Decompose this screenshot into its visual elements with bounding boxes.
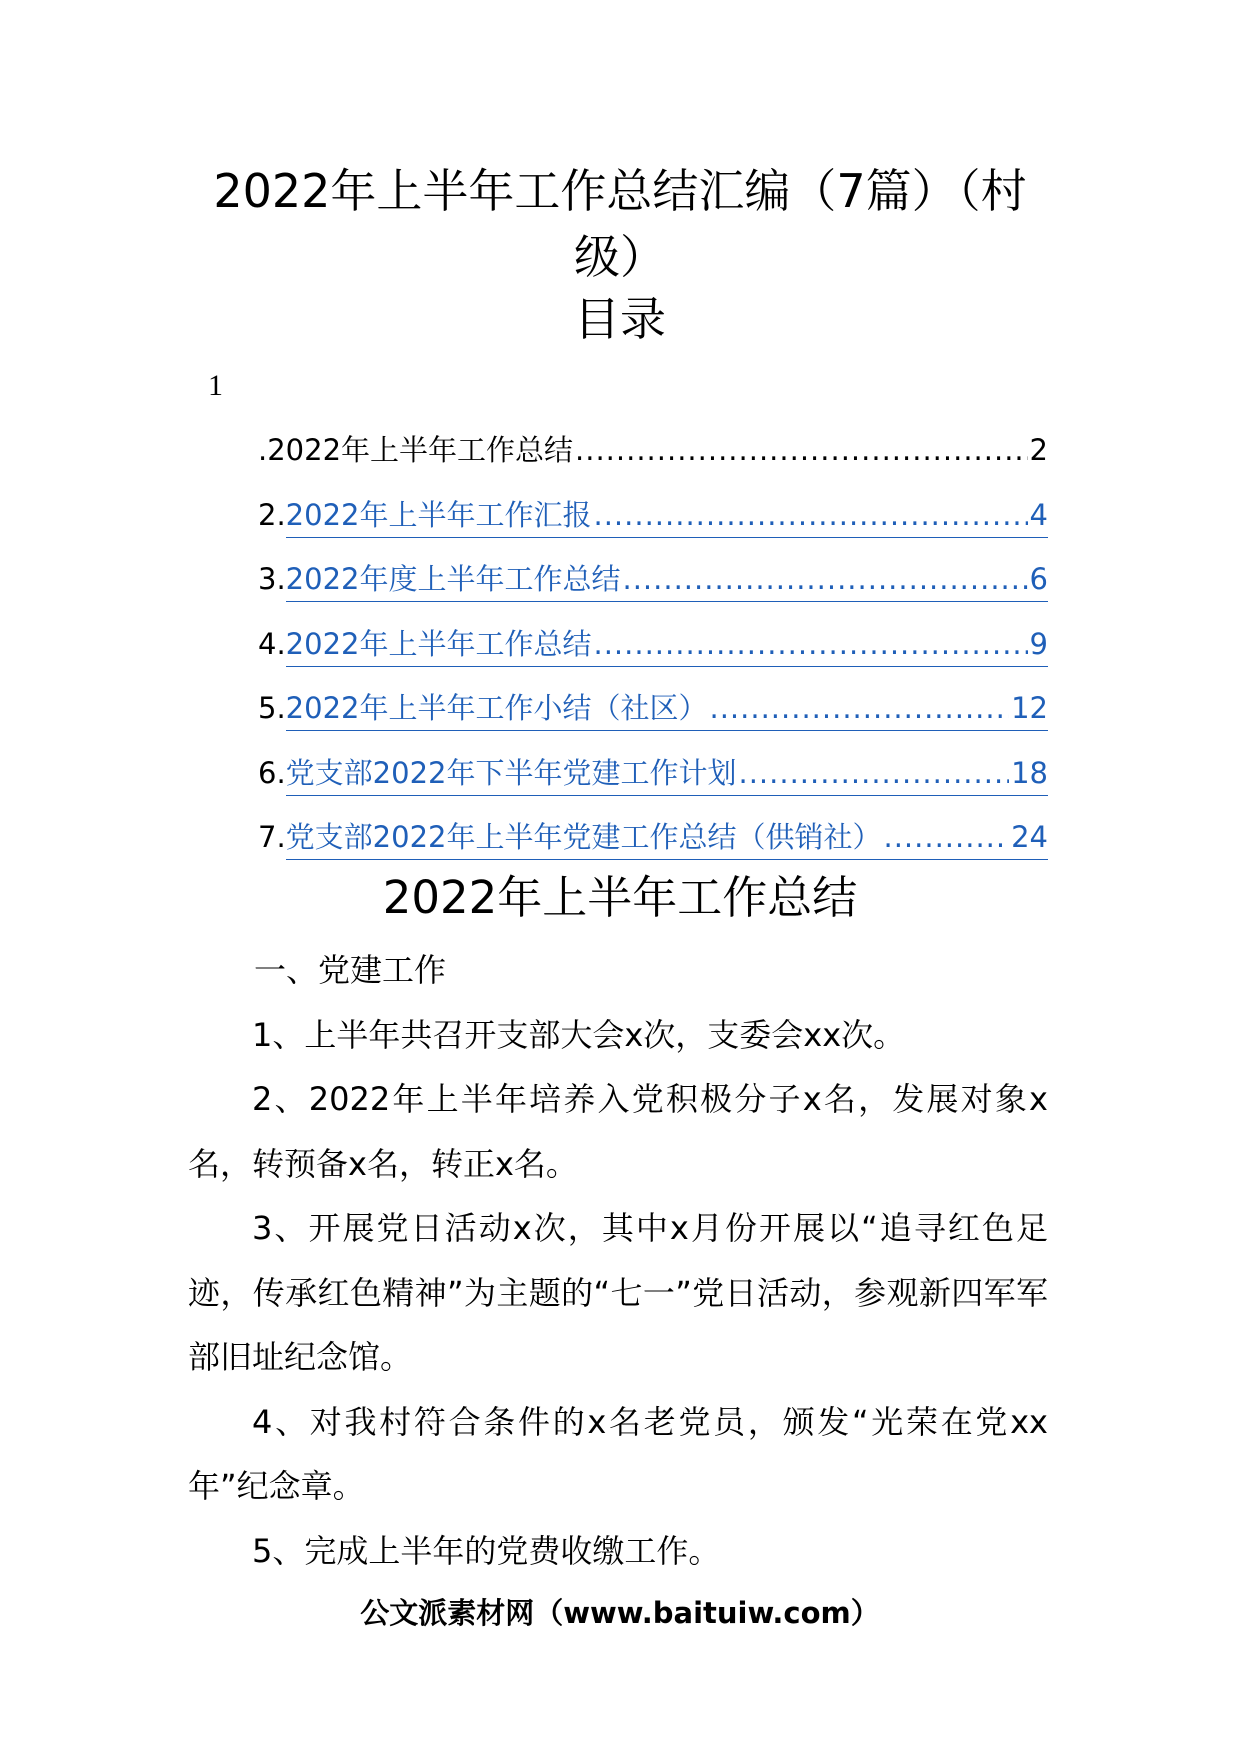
paragraph-heading: 一、党建工作 bbox=[254, 951, 447, 989]
toc-entry-5[interactable] bbox=[258, 686, 1048, 751]
toc-entry-number: 6. bbox=[258, 755, 286, 790]
toc-leader-dots bbox=[738, 751, 1009, 795]
toc-entry-page: 12 bbox=[1011, 691, 1048, 725]
toc-entry-4[interactable] bbox=[258, 622, 1048, 687]
toc-entry-number: . bbox=[258, 433, 268, 467]
toc-leader-dots bbox=[593, 622, 1027, 666]
toc-entry-number: 4. bbox=[258, 626, 286, 661]
toc-entry-page: 2 bbox=[1029, 433, 1048, 467]
toc-leader-dots bbox=[709, 686, 1009, 730]
paragraph: 4、对我村符合条件的x名老党员，颁发“光荣在党xx年”纪念章。 bbox=[188, 1402, 1048, 1505]
toc-entry-page: 24 bbox=[1011, 820, 1048, 854]
toc-entry-title: 2022年上半年工作总结 bbox=[285, 626, 592, 661]
toc-leader-dots bbox=[622, 557, 1027, 601]
toc-entry-link[interactable] bbox=[286, 815, 1048, 860]
paragraph: 3、开展党日活动x次，其中x月份开展以“追寻红色足迹，传承红色精神”为主题的“七一”党日活动，参观新四军军部旧址纪念馆。 bbox=[188, 1209, 1048, 1376]
paragraph: 5、完成上半年的党费收缴工作。 bbox=[252, 1531, 721, 1570]
toc-entry-number: 5. bbox=[258, 691, 286, 725]
toc-entry-title: 2022年上半年工作小结（社区） bbox=[285, 691, 708, 725]
toc-entry-title: 2022年上半年工作总结 bbox=[267, 433, 574, 467]
toc-entry-title: 2022年上半年工作汇报 bbox=[285, 497, 592, 532]
paragraph: 1、上半年共召开支部大会x次，支委会xx次。 bbox=[252, 1015, 906, 1054]
toc-entry-3[interactable] bbox=[258, 557, 1048, 622]
toc-entry-link[interactable] bbox=[286, 686, 1048, 731]
table-of-contents bbox=[258, 428, 1048, 880]
toc-entry-title: 2022年度上半年工作总结 bbox=[285, 562, 621, 596]
toc-entry-link[interactable] bbox=[267, 428, 1048, 472]
toc-entry-page: 4 bbox=[1029, 497, 1048, 532]
toc-leader-dots bbox=[883, 815, 1009, 859]
toc-entry-page: 18 bbox=[1011, 755, 1048, 790]
toc-entry-number: 2. bbox=[258, 497, 286, 532]
toc-entry-page: 9 bbox=[1029, 626, 1048, 661]
toc-leader-dots bbox=[593, 493, 1027, 537]
paragraph: 2、2022年上半年培养入党积极分子x名，发展对象x名，转预备x名，转正x名。 bbox=[188, 1080, 1048, 1183]
toc-entry-title: 党支部2022年下半年党建工作计划 bbox=[285, 755, 737, 790]
toc-entry-number: 7. bbox=[258, 820, 286, 854]
toc-entry-2[interactable] bbox=[258, 493, 1048, 558]
toc-first-number: 1 bbox=[208, 369, 223, 402]
toc-entry-number: 3. bbox=[258, 562, 286, 596]
toc-entry-page: 6 bbox=[1029, 562, 1048, 596]
toc-entry-link[interactable] bbox=[286, 493, 1048, 538]
toc-entry-1[interactable] bbox=[258, 428, 1048, 493]
toc-entry-link[interactable] bbox=[286, 622, 1048, 667]
body-text bbox=[188, 938, 1048, 1583]
toc-entry-6[interactable] bbox=[258, 751, 1048, 816]
toc-heading: 目录 bbox=[574, 292, 666, 346]
toc-leader-dots bbox=[575, 428, 1028, 472]
toc-entry-title: 党支部2022年上半年党建工作总结（供销社） bbox=[285, 820, 882, 854]
section-title: 2022年上半年工作总结 bbox=[382, 871, 858, 924]
toc-entry-link[interactable] bbox=[286, 751, 1048, 796]
footer-watermark: 公文派素材网（www.baituiw.com） bbox=[360, 1596, 880, 1630]
toc-entry-link[interactable] bbox=[286, 557, 1048, 602]
document-title: 2022年上半年工作总结汇编（7篇）（村级） bbox=[213, 164, 1027, 284]
